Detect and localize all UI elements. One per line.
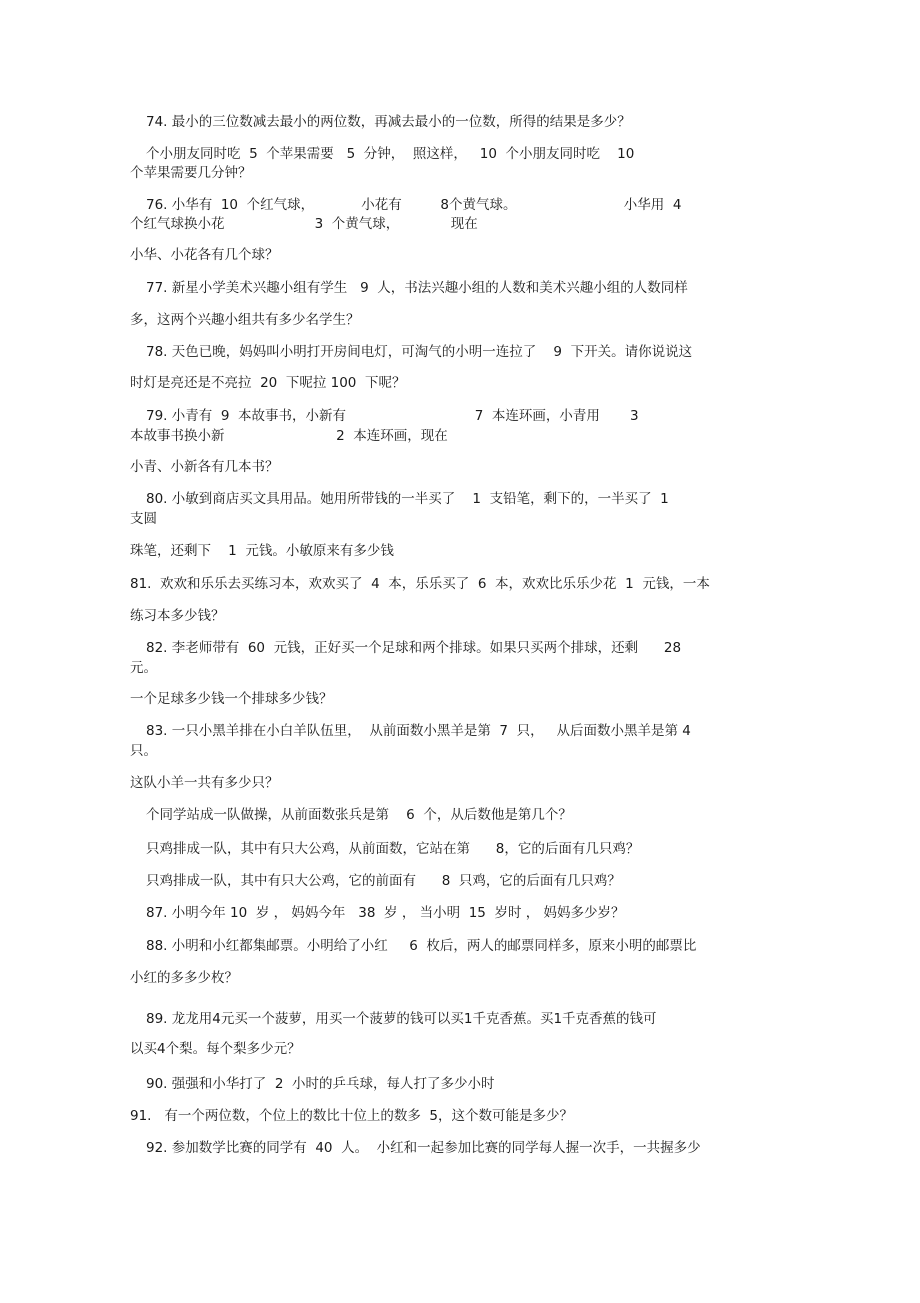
question-74: 74. 最小的三位数减去最小的两位数，再减去最小的一位数，所得的结果是多少？ [146, 114, 631, 130]
question-82-line-1: 82. 李老师带有 60 元钱，正好买一个足球和两个排球。如果只买两个排球，还剩 28 [146, 640, 682, 656]
question-80-line-2: 支圆 [130, 511, 157, 527]
question-90: 90. 强强和小华打了 2 小时的乒乓球，每人打了多少小时 [146, 1076, 495, 1092]
question-88-line-1: 88. 小明和小红都集邮票。小明给了小红 6 枚后，两人的邮票同样多，原来小明的邮票比 [146, 938, 697, 954]
question-79-line-3: 小青、小新各有几本书？ [130, 459, 279, 475]
question-78-line-1: 78. 天色已晚，妈妈叫小明打开房间电灯，可淘气的小明一连拉了 9 下开关。请你说说这 [146, 344, 693, 360]
question-79-line-1: 79. 小青有 9 本故事书，小新有 7 本连环画，小青用 3 [146, 408, 639, 424]
question-76-line-2: 个红气球换小花 3 个黄气球， 现在 [130, 216, 478, 232]
question-88-line-2: 小红的多多少枚？ [130, 970, 238, 986]
question-81-line-2: 练习本多少钱？ [130, 608, 225, 624]
question-85: 只鸡排成一队，其中有只大公鸡，从前面数，它站在第 8，它的后面有几只鸡？ [146, 841, 640, 857]
question-92: 92. 参加数学比赛的同学有 40 人。 小红和一起参加比赛的同学每人握一次手，一共握多少 [146, 1140, 701, 1156]
question-83-line-3: 这队小羊一共有多少只？ [130, 775, 279, 791]
question-82-line-2: 元。 [130, 660, 157, 676]
question-77-line-1: 77. 新星小学美术兴趣小组有学生 9 人，书法兴趣小组的人数和美术兴趣小组的人数同样 [146, 280, 688, 296]
question-82-line-3: 一个足球多少钱一个排球多少钱？ [130, 691, 333, 707]
question-78-line-2: 时灯是亮还是不亮拉 20 下呢拉 100 下呢？ [130, 375, 406, 391]
question-91: 91. 有一个两位数，个位上的数比十位上的数多 5，这个数可能是多少？ [130, 1108, 574, 1124]
question-80-line-3: 珠笔，还剩下 1 元钱。小敏原来有多少钱 [130, 543, 394, 559]
question-87: 87. 小明今年 10 岁 ， 妈妈今年 38 岁 ， 当小明 15 岁时 ， 妈妈多少岁？ [146, 905, 625, 921]
question-75-line-1: 个小朋友同时吃 5 个苹果需要 5 分钟， 照这样， 10 个小朋友同时吃 10 [146, 146, 635, 162]
question-81-line-1: 81. 欢欢和乐乐去买练习本，欢欢买了 4 本，乐乐买了 6 本，欢欢比乐乐少花 1 元钱，一本 [130, 576, 710, 592]
question-76-line-3: 小华、小花各有几个球？ [130, 247, 279, 263]
question-83-line-2: 只。 [130, 743, 157, 759]
question-84: 个同学站成一队做操，从前面数张兵是第 6 个，从后数他是第几个？ [146, 807, 572, 823]
question-80-line-1: 80. 小敏到商店买文具用品。她用所带钱的一半买了 1 支铅笔，剩下的，一半买了 1 [146, 491, 669, 507]
question-86: 只鸡排成一队，其中有只大公鸡，它的前面有 8 只鸡，它的后面有几只鸡？ [146, 873, 621, 889]
question-89-line-2: 以买4个梨。每个梨多少元？ [130, 1041, 301, 1057]
question-76-line-1: 76. 小华有 10 个红气球， 小花有 8个黄气球。 小华用 4 [146, 197, 682, 213]
question-77-line-2: 多，这两个兴趣小组共有多少名学生？ [130, 312, 360, 328]
question-75-line-2: 个苹果需要几分钟？ [130, 165, 252, 181]
question-79-line-2: 本故事书换小新 2 本连环画，现在 [130, 428, 448, 444]
question-83-line-1: 83. 一只小黑羊排在小白羊队伍里， 从前面数小黑羊是第 7 只， 从后面数小黑羊是第 4 [146, 723, 691, 739]
question-89-line-1: 89. 龙龙用4元买一个菠萝，用买一个菠萝的钱可以买1千克香蕉。买1千克香蕉的钱可 [146, 1011, 657, 1027]
